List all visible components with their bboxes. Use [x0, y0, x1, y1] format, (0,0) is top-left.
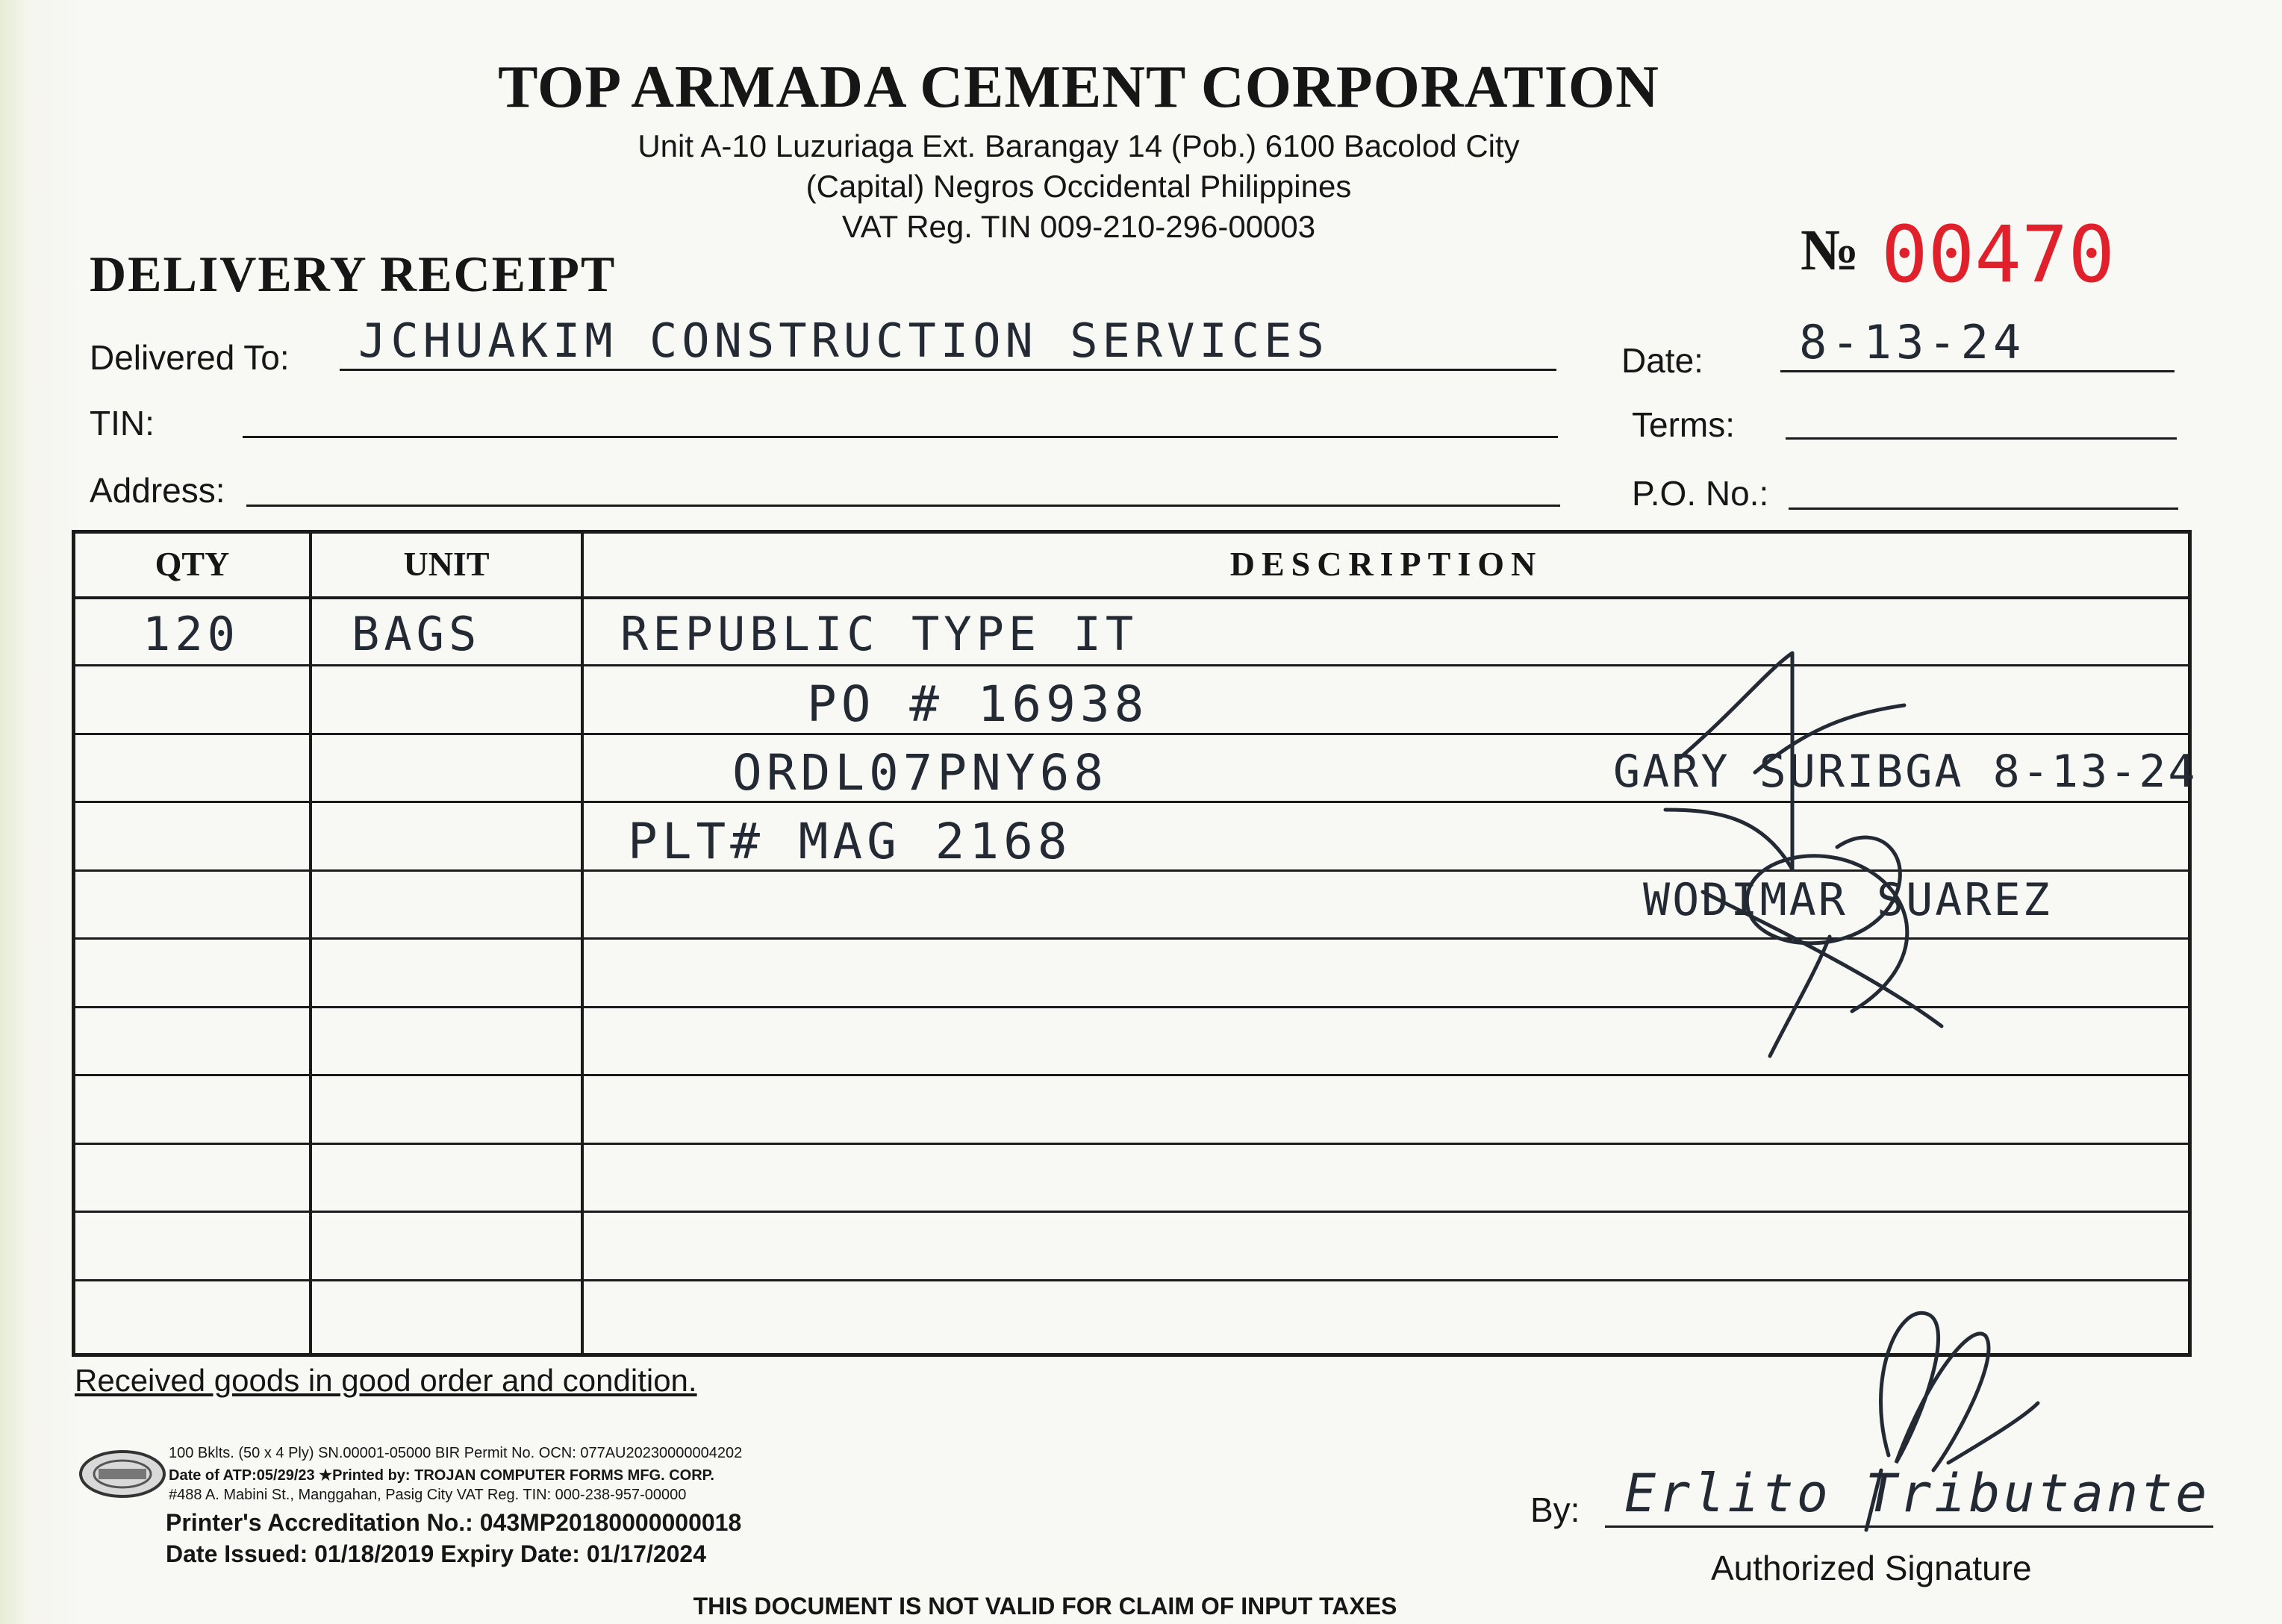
table-rule: [75, 1279, 2188, 1281]
printer-info-line1: 100 Bklts. (50 x 4 Ply) SN.00001-05000 BIR Permit No. OCN: 077AU20230000004202: [169, 1445, 743, 1461]
table-rule: [75, 1211, 2188, 1213]
by-label: By:: [1530, 1490, 1580, 1529]
table-divider-qty: [309, 534, 312, 1353]
delivered-to-line: [340, 369, 1556, 371]
printer-logo-icon: [78, 1448, 167, 1500]
row-3-description: ORDL07PNY68: [732, 744, 1109, 802]
date-value: 8-13-24: [1799, 315, 2026, 369]
terms-label: Terms:: [1632, 405, 1735, 444]
company-address-line2: (Capital) Negros Occidental Philippines: [805, 169, 1352, 204]
receiver-name-annotation: GARY SURIBGA 8-13-24: [1613, 746, 2198, 798]
company-vat-line: VAT Reg. TIN 009-210-296-00003: [841, 209, 1316, 244]
row-1-unit: BAGS: [352, 607, 481, 661]
date-line: [1780, 370, 2175, 372]
date-label: Date:: [1621, 341, 1703, 380]
receipt-number: 00470: [1881, 209, 2116, 300]
authorized-signature-caption: Authorized Signature: [1711, 1549, 2032, 1587]
table-rule: [75, 1074, 2188, 1076]
row-4-description: PLT# MAG 2168: [628, 813, 1072, 870]
printer-info-line3: #488 A. Mabini St., Manggahan, Pasig City VAT Reg. TIN: 000-238-957-00000: [169, 1487, 687, 1503]
delivered-to-value: JCHUAKIM CONSTRUCTION SERVICES: [358, 313, 1329, 368]
receipt-title: DELIVERY RECEIPT: [90, 246, 617, 302]
signatory-name: Erlito Tributante: [1624, 1463, 2210, 1524]
received-goods-note: Received goods in good order and condition.: [75, 1363, 697, 1398]
header-qty: QTY: [155, 545, 230, 583]
printer-accreditation: Printer's Accreditation No.: 043MP20180000000018: [166, 1509, 742, 1536]
header-unit: UNIT: [403, 545, 490, 583]
address-line: [246, 505, 1560, 507]
table-rule: [75, 1143, 2188, 1145]
row-2-description: PO # 16938: [807, 675, 1149, 733]
row-1-qty: 120: [143, 607, 240, 661]
tin-line: [243, 436, 1558, 438]
terms-line: [1786, 437, 2177, 440]
items-table: [72, 530, 2198, 1357]
header-description: DESCRIPTION: [1229, 545, 1543, 583]
printer-date-issued: Date Issued: 01/18/2019 Expiry Date: 01/17/2024: [166, 1540, 706, 1567]
company-name: TOP ARMADA CEMENT CORPORATION: [498, 54, 1659, 120]
po-number-line: [1789, 508, 2178, 510]
receiver-name-annotation-2: WODIMAR SUAREZ: [1643, 874, 2052, 926]
address-label: Address:: [90, 471, 225, 510]
receiver-signature-scribble-icon: [1568, 623, 2166, 996]
delivered-to-label: Delivered To:: [90, 338, 290, 377]
tax-disclaimer: THIS DOCUMENT IS NOT VALID FOR CLAIM OF INPUT TAXES: [693, 1593, 1397, 1620]
tin-label: TIN:: [90, 404, 155, 443]
table-header-rule: [75, 596, 2188, 599]
company-address-line1: Unit A-10 Luzuriaga Ext. Barangay 14 (Pob.) 6100 Bacolod City: [637, 128, 1520, 163]
po-number-label: P.O. No.:: [1632, 474, 1769, 513]
table-divider-unit: [581, 534, 584, 1353]
receipt-number-prefix: №: [1801, 217, 1859, 282]
printer-info-line2: Date of ATP:05/29/23 ★Printed by: TROJAN COMPUTER FORMS MFG. CORP.: [169, 1467, 714, 1484]
table-rule: [75, 1006, 2188, 1008]
row-1-description: REPUBLIC TYPE IT: [620, 607, 1138, 661]
authorized-signature-scribble-icon: [1836, 1291, 2060, 1537]
